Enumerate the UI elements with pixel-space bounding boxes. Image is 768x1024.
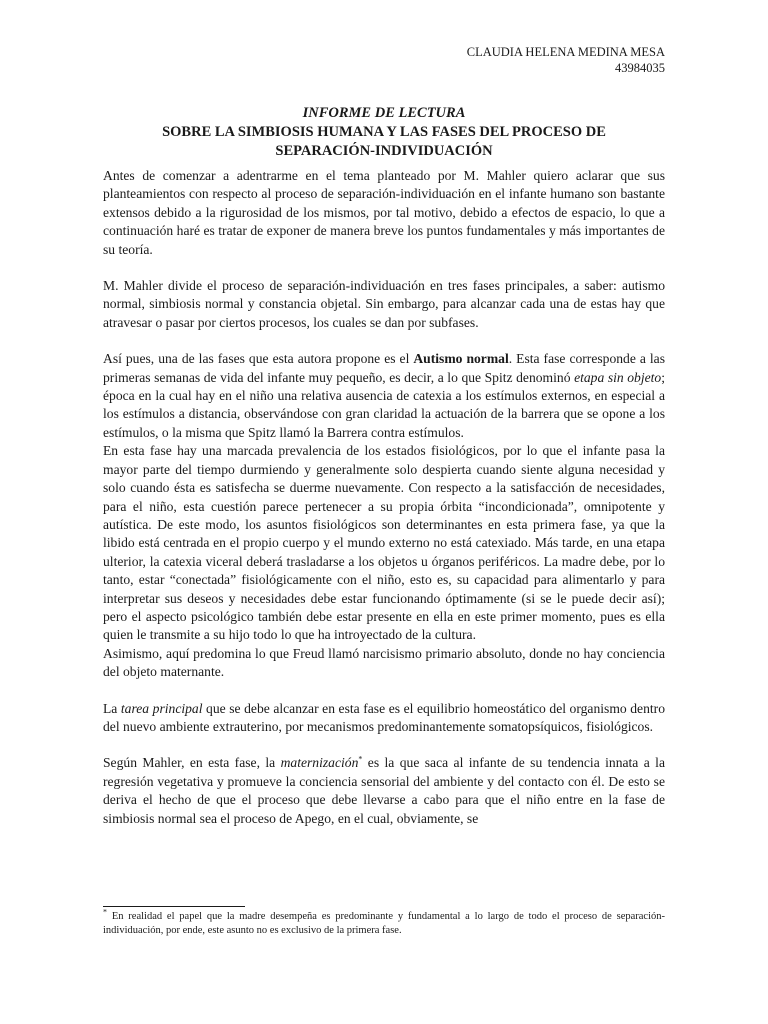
text-run: Según Mahler, en esta fase, la — [103, 755, 281, 771]
footnote-separator — [103, 906, 245, 907]
footnote-reference[interactable]: * — [358, 754, 363, 764]
term-normal-autism: Autismo normal — [413, 351, 509, 367]
paragraph-main-task — [103, 700, 665, 737]
document-title — [103, 104, 665, 161]
document-body — [103, 167, 665, 828]
paragraph-normal-autism — [103, 350, 665, 442]
text-run: que se debe alcanzar en esta fase es el equilibrio homeostático del organismo dentro del nuevo ambiente extrauterino, por mecanismos predominantemente somatopsíquicos, fisiológicos. — [103, 700, 665, 734]
author-id: 43984035 — [615, 61, 665, 75]
author-name: CLAUDIA HELENA MEDINA MESA — [466, 45, 665, 59]
paragraph-intro: Antes de comenzar a adentrarme en el tema planteado por M. Mahler quiero aclarar que sus planteamientos con respecto al proceso de separación-individuación en el infante humano son bastante extensos debido a la rigurosidad de los mismos, por tal motivo, debido a efectos de espacio, lo que a continuación haré es tratar de exponer de manera breve los puntos fundamentales y más importantes de su teoría. — [103, 168, 665, 257]
text-run: . Esta fase corresponde a las primeras semanas de vida del infante muy pequeño, es decir, a lo que Spitz denominó — [103, 351, 666, 385]
title-line-1: INFORME DE LECTURA — [302, 105, 466, 121]
paragraph-maternization — [103, 754, 665, 828]
paragraph-phases: M. Mahler divide el proceso de separación-individuación en tres fases principales, a saber: autismo normal, simbiosis normal y constancia objetal. Sin embargo, para alcanzar cada una de estas hay que atravesar o pasar por ciertos procesos, los cuales se dan por subfases. — [103, 278, 665, 330]
term-maternization: maternización — [280, 755, 359, 771]
footnote — [103, 907, 665, 938]
term-stage-without-object: etapa sin objeto — [574, 369, 662, 385]
author-block — [467, 44, 665, 76]
paragraph-narcissism: Asimismo, aquí predomina lo que Freud llamó narcisismo primario absoluto, donde no hay conciencia del objeto maternante. — [103, 645, 665, 680]
term-main-task: tarea principal — [120, 700, 203, 716]
footnote-mark: * — [103, 907, 107, 917]
title-line-3: SEPARACIÓN-INDIVIDUACIÓN — [275, 143, 493, 159]
text-run: ; época en la cual hay en el niño una relativa ausencia de catexia a los estímulos externos, en especial a los estímulos a distancia, observándose con gran claridad la actuación de la barrera que se opone a los estímulos, o la misma que Spitz llamó la Barrera contra estímulos. — [103, 369, 665, 440]
text-run: es la que saca al infante de su tendencia innata a la regresión vegetativa y promueve la conciencia sensorial del ambiente y del contacto con él. De esto se deriva el hecho de que el proceso que debe llevarse a cabo para que el niño entre en la fase de simbiosis normal sea el proceso de Apego, en el cual, obviamente, se — [103, 755, 665, 826]
footnote-text: En realidad el papel que la madre desempeña es predominante y fundamental a lo largo de todo el proceso de separación-individuación, por ende, este asunto no es exclusivo de la primera fase. — [103, 911, 665, 936]
title-line-2: SOBRE LA SIMBIOSIS HUMANA Y LAS FASES DEL PROCESO DE — [162, 124, 606, 140]
text-run: Así pues, una de las fases que esta autora propone es el — [103, 351, 414, 367]
paragraph-physiological-states: En esta fase hay una marcada prevalencia de los estados fisiológicos, por lo que el infante pasa la mayor parte del tiempo durmiendo y generalmente solo despierta cuando siente alguna necesidad y solo cuando ésta es satisfecha se duerme nuevamente. Con respecto a la satisfacción de necesidades, para el niño, esta cuestión parece pertenecer a su propia órbita “incondicionada”, omnipotente y autística. De este modo, los asuntos fisiológicos son determinantes en esta primera fase, ya que la libido está centrada en el propio cuerpo y el mundo externo no está catexiado. Más tarde, en una etapa ulterior, la catexia vісeral deberá trasladarse a los objetos u órganos periféricos. La madre debe, por lo tanto, estar “conectada” fisiológicamente con el niño, esto es, su capacidad para alimentarlo y para interpretar sus deseos y necesidades debe estar funcionando óptimamente (si se le puede decir así); pero el aspecto psicológico también debe estar presente en ella en este primer momento, pues es ella quien le transmite a su hijo todo lo que ha introyectado de la cultura. — [103, 443, 665, 643]
text-run: La — [103, 700, 121, 716]
